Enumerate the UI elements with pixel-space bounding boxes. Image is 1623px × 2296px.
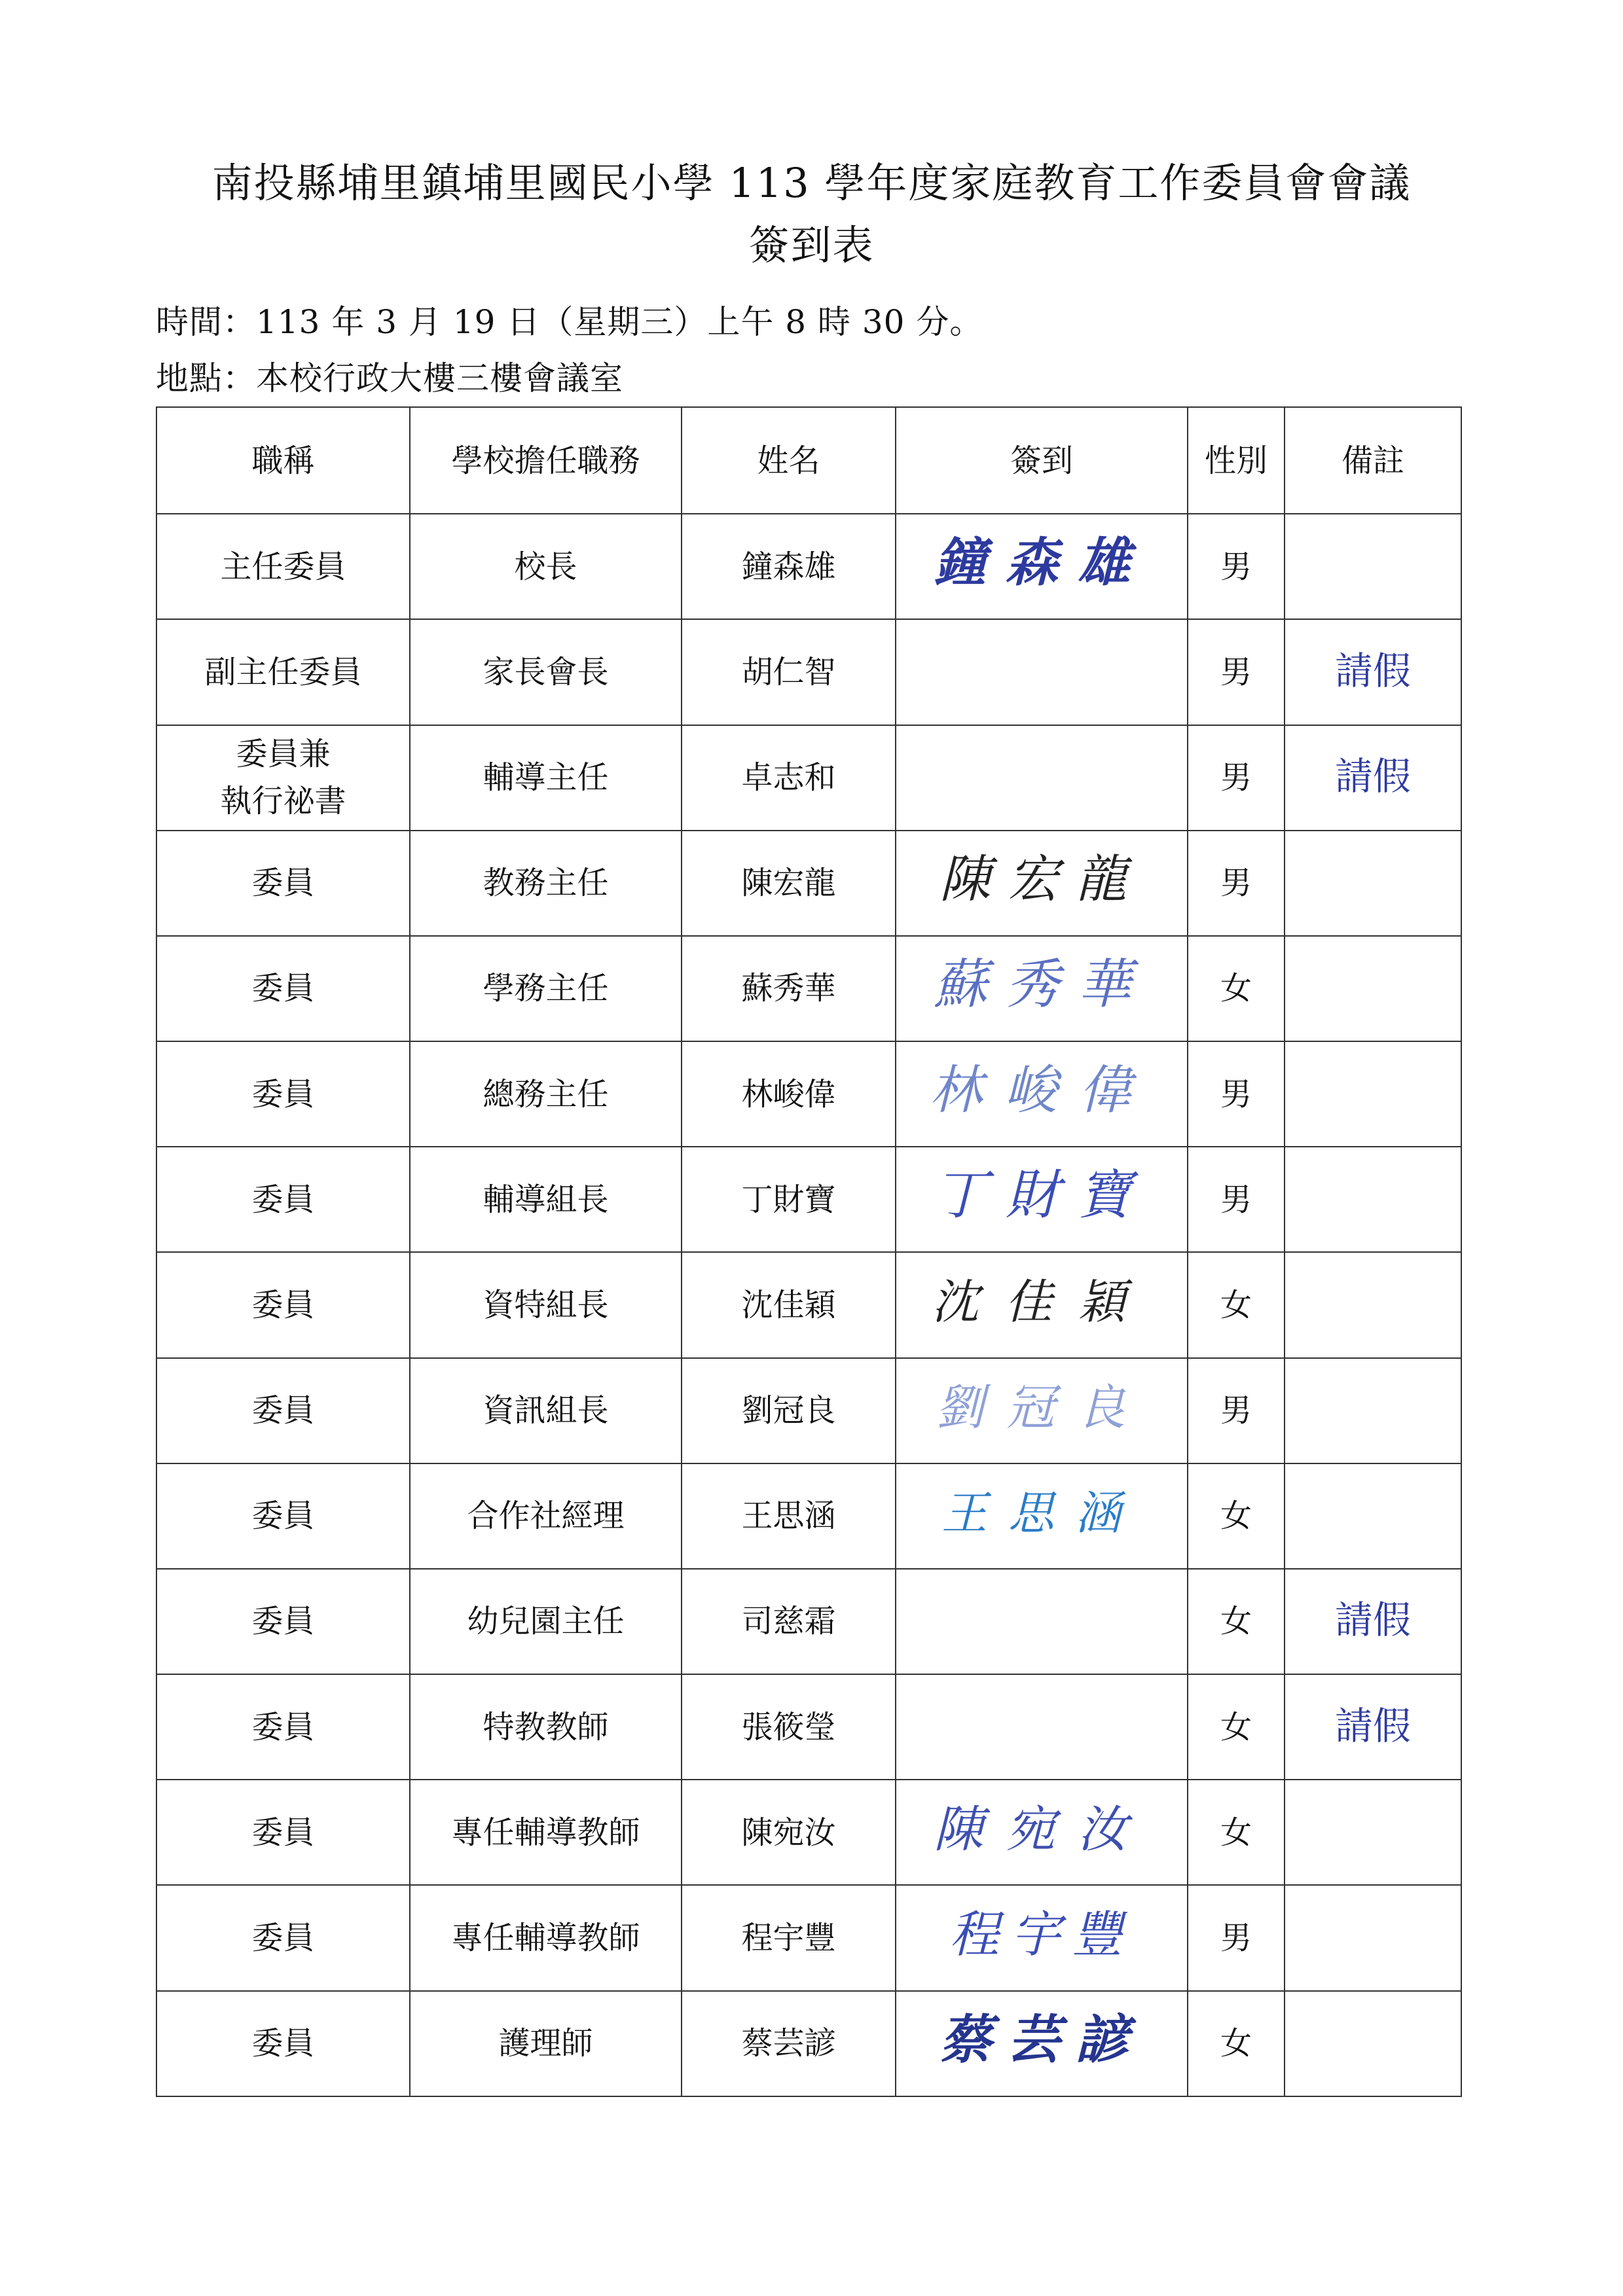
handwritten-signature: 劉冠良 <box>936 1379 1148 1436</box>
cell-title-line1: 委員兼 <box>236 736 331 773</box>
cell-remark <box>1285 1569 1461 1674</box>
handwritten-signature: 陳宛汝 <box>934 1799 1150 1858</box>
header-remark: 備註 <box>1285 407 1461 514</box>
cell-remark <box>1285 1463 1461 1569</box>
cell-title: 委員 <box>156 1780 410 1885</box>
table-row <box>156 1147 1461 1252</box>
cell-position: 輔導主任 <box>410 725 682 831</box>
cell-name: 沈佳穎 <box>682 1252 896 1357</box>
cell-gender: 女 <box>1188 1252 1285 1357</box>
table-row <box>156 1569 1461 1674</box>
cell-position: 專任輔導教師 <box>410 1885 682 1990</box>
cell-gender: 男 <box>1188 1041 1285 1147</box>
cell-position: 護理師 <box>410 1991 682 2096</box>
cell-remark <box>1285 831 1461 936</box>
cell-name: 卓志和 <box>682 725 896 831</box>
handwritten-signature: 陳宏龍 <box>939 850 1144 910</box>
cell-signature <box>896 1569 1188 1674</box>
document-subtitle: 簽到表 <box>748 221 875 269</box>
table-row <box>156 1885 1461 1990</box>
cell-gender: 男 <box>1188 1147 1285 1252</box>
header-name: 姓名 <box>682 407 896 514</box>
cell-title: 主任委員 <box>156 514 410 619</box>
cell-gender: 女 <box>1188 1991 1285 2096</box>
cell-title: 委員 <box>156 1674 410 1780</box>
cell-position: 資特組長 <box>410 1252 682 1357</box>
cell-signature <box>896 514 1188 619</box>
header-title: 職稱 <box>156 407 410 514</box>
handwritten-signature: 沈佳穎 <box>931 1274 1152 1330</box>
cell-remark <box>1285 1674 1461 1780</box>
cell-gender: 女 <box>1188 1569 1285 1674</box>
cell-gender: 女 <box>1188 936 1285 1041</box>
handwritten-signature: 蘇秀華 <box>934 953 1150 1016</box>
cell-name: 蔡芸諺 <box>682 1991 896 2096</box>
cell-gender: 男 <box>1188 831 1285 936</box>
cell-position: 學務主任 <box>410 936 682 1041</box>
cell-position: 幼兒園主任 <box>410 1569 682 1674</box>
cell-title: 委員 <box>156 936 410 1041</box>
cell-title: 委員 <box>156 1569 410 1674</box>
cell-remark <box>1285 1991 1461 2096</box>
table-row <box>156 1252 1461 1357</box>
cell-name: 劉冠良 <box>682 1358 896 1463</box>
table-row <box>156 1991 1461 2096</box>
cell-signature <box>896 1674 1188 1780</box>
cell-name: 張筱瑩 <box>682 1674 896 1780</box>
cell-signature <box>896 619 1188 725</box>
cell-name: 鐘森雄 <box>682 514 896 619</box>
table-row <box>156 619 1461 725</box>
header-gender: 性別 <box>1188 407 1285 514</box>
cell-gender: 男 <box>1188 725 1285 831</box>
cell-title: 副主任委員 <box>156 619 410 725</box>
cell-remark <box>1285 514 1461 619</box>
table-row <box>156 1674 1461 1780</box>
meeting-place: 地點：本校行政大樓三樓會議室 <box>156 359 623 397</box>
table-row <box>156 936 1461 1041</box>
cell-name: 林峻偉 <box>682 1041 896 1147</box>
cell-signature <box>896 936 1188 1041</box>
cell-position: 輔導組長 <box>410 1147 682 1252</box>
cell-remark <box>1285 1780 1461 1885</box>
cell-remark <box>1285 725 1461 831</box>
cell-position: 總務主任 <box>410 1041 682 1147</box>
remark-text: 請假 <box>1334 1598 1411 1643</box>
cell-signature <box>896 1358 1188 1463</box>
table-row <box>156 831 1461 936</box>
cell-name: 王思涵 <box>682 1463 896 1569</box>
cell-gender: 女 <box>1188 1674 1285 1780</box>
cell-position: 教務主任 <box>410 831 682 936</box>
remark-text: 請假 <box>1334 648 1411 693</box>
cell-title-multiline <box>220 730 346 825</box>
cell-signature <box>896 1147 1188 1252</box>
cell-title: 委員 <box>156 1147 410 1252</box>
cell-position: 合作社經理 <box>410 1463 682 1569</box>
header-signature: 簽到 <box>896 407 1188 514</box>
cell-name: 丁財寶 <box>682 1147 896 1252</box>
cell-gender: 男 <box>1188 514 1285 619</box>
table-row <box>156 1358 1461 1463</box>
cell-name: 胡仁智 <box>682 619 896 725</box>
cell-position: 校長 <box>410 514 682 619</box>
cell-remark <box>1285 1252 1461 1357</box>
table-row <box>156 1041 1461 1147</box>
table-header-row <box>156 407 1461 514</box>
cell-signature <box>896 1991 1188 2096</box>
cell-title: 委員 <box>156 1358 410 1463</box>
cell-name: 司慈霜 <box>682 1569 896 1674</box>
cell-title: 委員 <box>156 831 410 936</box>
cell-name: 蘇秀華 <box>682 936 896 1041</box>
cell-signature <box>896 1780 1188 1885</box>
cell-signature <box>896 1041 1188 1147</box>
cell-title: 委員 <box>156 1463 410 1569</box>
cell-name: 陳宛汝 <box>682 1780 896 1885</box>
cell-title-line2: 執行祕書 <box>220 783 346 820</box>
remark-text: 請假 <box>1334 754 1411 799</box>
cell-title: 委員 <box>156 1041 410 1147</box>
cell-signature <box>896 1252 1188 1357</box>
cell-gender: 男 <box>1188 619 1285 725</box>
cell-remark <box>1285 936 1461 1041</box>
header-position: 學校擔任職務 <box>410 407 682 514</box>
table-row <box>156 1463 1461 1569</box>
cell-gender: 女 <box>1188 1463 1285 1569</box>
handwritten-signature: 林峻偉 <box>930 1060 1154 1121</box>
cell-signature <box>896 1463 1188 1569</box>
cell-signature <box>896 725 1188 831</box>
remark-text: 請假 <box>1334 1703 1411 1748</box>
table-row <box>156 514 1461 619</box>
sign-in-table <box>156 406 1462 2097</box>
cell-position: 資訊組長 <box>410 1358 682 1463</box>
cell-gender: 女 <box>1188 1780 1285 1885</box>
cell-position: 特教教師 <box>410 1674 682 1780</box>
cell-signature <box>896 831 1188 936</box>
document-title: 南投縣埔里鎮埔里國民小學 113 學年度家庭教育工作委員會會議 <box>211 159 1412 207</box>
cell-position: 家長會長 <box>410 619 682 725</box>
cell-title: 委員 <box>156 1885 410 1990</box>
cell-gender: 男 <box>1188 1885 1285 1990</box>
handwritten-signature: 王思涵 <box>941 1486 1142 1541</box>
table-row <box>156 1780 1461 1885</box>
cell-name: 陳宏龍 <box>682 831 896 936</box>
handwritten-signature: 程宇豐 <box>949 1905 1134 1964</box>
cell-gender: 男 <box>1188 1358 1285 1463</box>
cell-remark <box>1285 1885 1461 1990</box>
meeting-time: 時間：113 年 3 月 19 日（星期三）上午 8 時 30 分。 <box>156 303 983 341</box>
cell-position: 專任輔導教師 <box>410 1780 682 1885</box>
cell-remark <box>1285 1358 1461 1463</box>
table-row <box>156 725 1461 831</box>
cell-title <box>156 725 410 831</box>
cell-remark <box>1285 1041 1461 1147</box>
cell-signature <box>896 1885 1188 1990</box>
cell-remark <box>1285 1147 1461 1252</box>
handwritten-signature: 蔡芸諺 <box>939 2009 1144 2070</box>
handwritten-signature: 鐘森雄 <box>934 532 1150 594</box>
cell-title: 委員 <box>156 1252 410 1357</box>
cell-title: 委員 <box>156 1991 410 2096</box>
cell-name: 程宇豐 <box>682 1885 896 1990</box>
handwritten-signature: 丁財寶 <box>934 1164 1150 1227</box>
cell-remark <box>1285 619 1461 725</box>
